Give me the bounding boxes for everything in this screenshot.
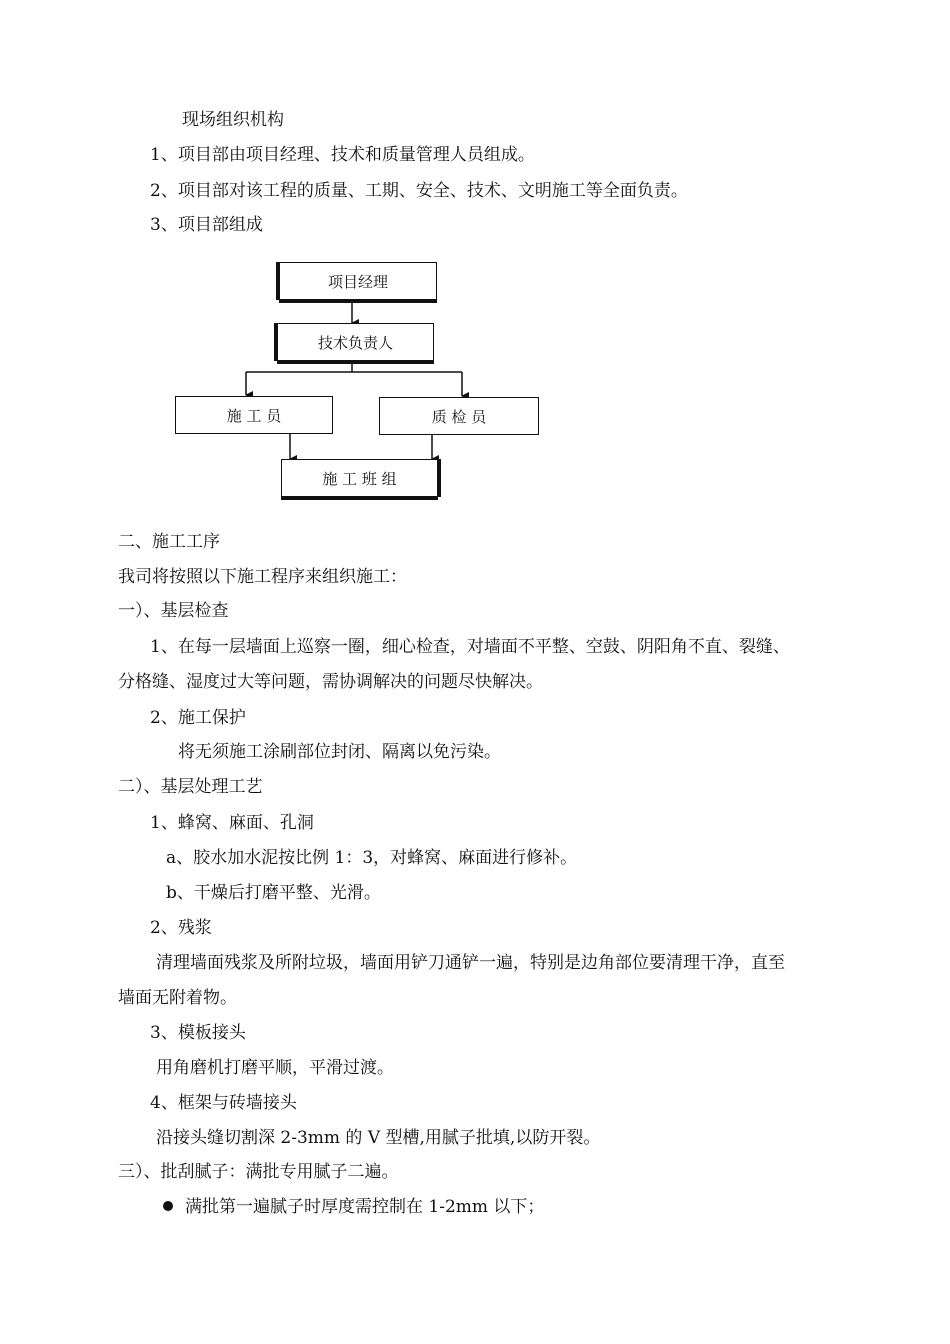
sub2-item4: 4、框架与砖墙接头 <box>150 1093 297 1113</box>
box-builder-label: 施 工 员 <box>226 406 282 425</box>
process-heading: 二、施工工序 <box>118 532 220 552</box>
sub1-item1-line2: 分格缝、湿度过大等问题，需协调解决的问题尽快解决。 <box>118 672 543 692</box>
box-team-label: 施 工 班 组 <box>322 469 397 488</box>
box-inspector <box>379 397 539 435</box>
sub2-heading: 二）、基层处理工艺 <box>118 777 263 797</box>
sub1-item2-text: 将无须施工涂刷部位封闭、隔离以免污染。 <box>178 742 501 762</box>
box-builder <box>175 396 333 434</box>
sub2-item2: 2、残浆 <box>150 918 212 938</box>
box-inspector-label: 质 检 员 <box>431 407 487 426</box>
org-chart-connectors <box>0 0 950 520</box>
box-project-manager-label: 项目经理 <box>327 272 388 291</box>
sub1-item2: 2、施工保护 <box>150 708 246 728</box>
sub2-item3: 3、模板接头 <box>150 1023 246 1043</box>
sub1-item1-line1: 1、在每一层墙面上巡察一圈，细心检查，对墙面不平整、空鼓、阴阳角不直、裂缝、 <box>150 637 790 657</box>
sub3-bullet1: 满批第一遍腻子时厚度需控制在 1-2mm 以下； <box>185 1197 545 1217</box>
org-item-3: 3、项目部组成 <box>150 215 263 235</box>
sub2-item2-line1: 清理墙面残浆及所附垃圾，墙面用铲刀通铲一遍，特别是边角部位要清理干净，直至 <box>156 953 785 973</box>
process-intro: 我司将按照以下施工程序来组织施工： <box>118 567 407 587</box>
sub2-item4-text: 沿接头缝切割深 2-3mm 的 V 型槽,用腻子批填,以防开裂。 <box>156 1128 601 1148</box>
box-tech-lead <box>277 323 434 361</box>
org-title: 现场组织机构 <box>182 110 284 130</box>
sub2-item3-text: 用角磨机打磨平顺，平滑过渡。 <box>156 1058 394 1078</box>
sub3-heading: 三）、批刮腻子：满批专用腻子二遍。 <box>118 1162 399 1182</box>
org-item-2: 2、项目部对该工程的质量、工期、安全、技术、文明施工等全面负责。 <box>150 181 688 201</box>
box-tech-lead-label: 技术负责人 <box>317 333 393 352</box>
bullet-icon <box>163 1201 173 1211</box>
sub2-item2-line2: 墙面无附着物。 <box>118 988 237 1008</box>
sub2-item1-b: b、干燥后打磨平整、光滑。 <box>166 883 381 903</box>
box-project-manager <box>279 262 437 300</box>
sub1-heading: 一）、基层检查 <box>118 601 229 621</box>
sub2-item1: 1、蜂窝、麻面、孔洞 <box>150 813 314 833</box>
sub2-item1-a: a、胶水加水泥按比例 1：3，对蜂窝、麻面进行修补。 <box>166 848 578 868</box>
org-item-1: 1、项目部由项目经理、技术和质量管理人员组成。 <box>150 145 535 165</box>
box-team <box>281 459 438 497</box>
